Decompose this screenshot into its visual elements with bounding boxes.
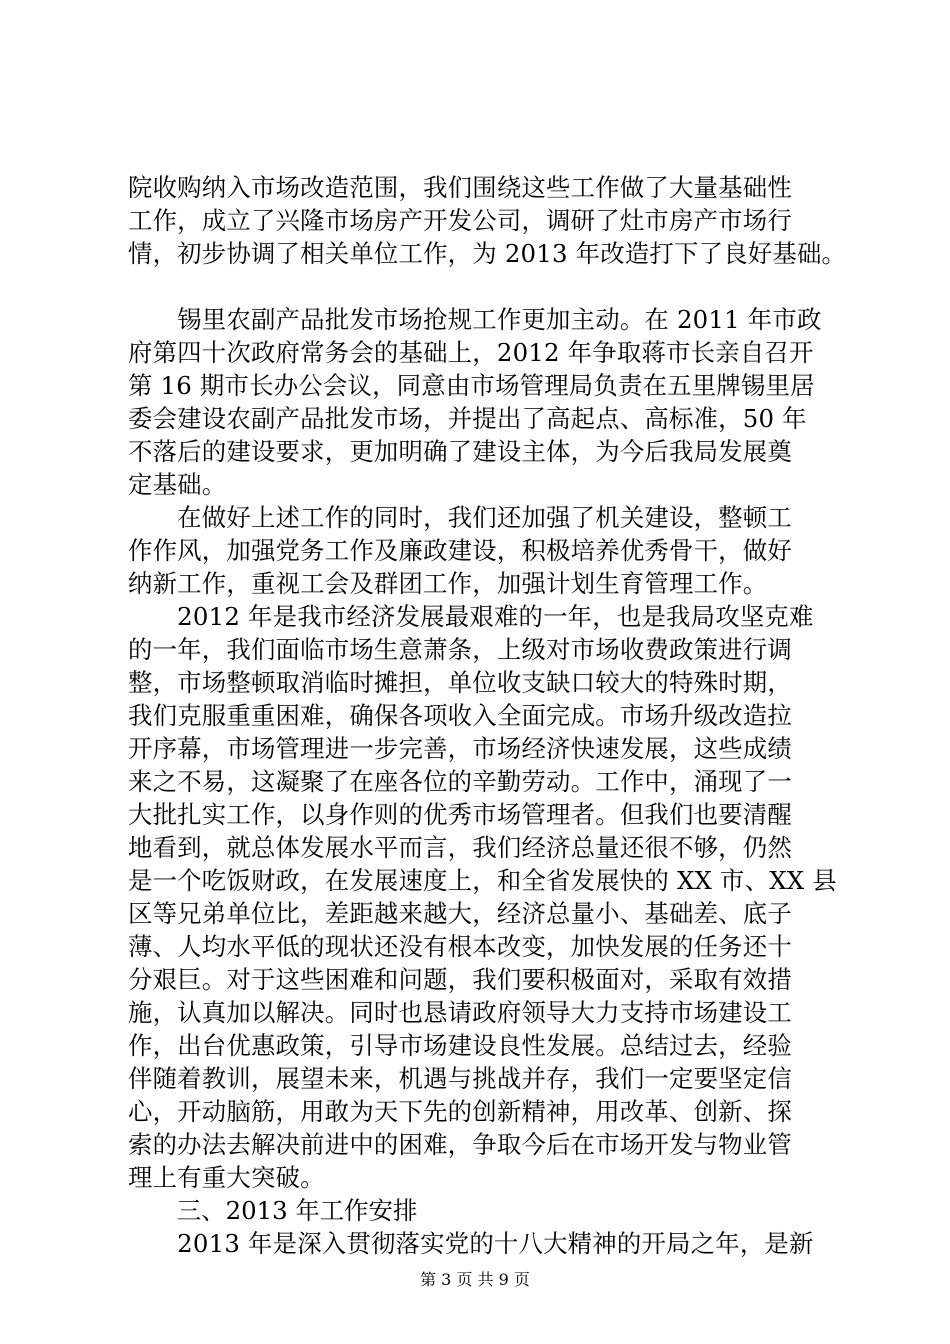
- text-line: 作，出台优惠政策，引导市场建设良性发展。总结过去，经验: [128, 1031, 792, 1060]
- text-line: 开序幕，市场管理进一步完善，市场经济快速发展，这些成绩: [128, 734, 792, 763]
- text-line: 薄、人均水平低的现状还没有根本改变，加快发展的任务还十: [128, 932, 792, 961]
- text-line: 心，开动脑筋，用敢为天下先的创新精神，用改革、创新、探: [128, 1097, 792, 1126]
- text-line: 分艰巨。对于这些困难和问题，我们要积极面对，采取有效措: [128, 965, 792, 994]
- text-line: 2012 年是我市经济发展最艰难的一年，也是我局攻坚克难: [128, 602, 814, 631]
- text-line: 作作风，加强党务工作及廉政建设，积极培养优秀骨干，做好: [128, 536, 792, 565]
- text-line: 院收购纳入市场改造范围，我们围绕这些工作做了大量基础性: [128, 173, 792, 202]
- page-number-footer: 第 3 页 共 9 页: [420, 1270, 530, 1289]
- text-line: 地看到，就总体发展水平而言，我们经济总量还很不够，仍然: [128, 833, 792, 862]
- text-line: 不落后的建设要求，更加明确了建设主体，为今后我局发展奠: [128, 437, 792, 466]
- text-line: 在做好上述工作的同时，我们还加强了机关建设，整顿工: [128, 503, 792, 532]
- text-line: 第 16 期市长办公会议，同意由市场管理局负责在五里牌锡里居: [128, 371, 815, 400]
- text-line: 委会建设农副产品批发市场，并提出了高起点、高标准，50 年: [128, 404, 807, 433]
- text-line: 整，市场整顿取消临时摊担，单位收支缺口较大的特殊时期，: [128, 668, 792, 697]
- text-line: 的一年，我们面临市场生意萧条，上级对市场收费政策进行调: [128, 635, 792, 664]
- text-line: 大批扎实工作，以身作则的优秀市场管理者。但我们也要清醒: [128, 800, 792, 829]
- text-line: 施，认真加以解决。同时也恳请政府领导大力支持市场建设工: [128, 998, 792, 1027]
- paragraph-organization-building: [128, 501, 838, 600]
- text-line: 2013 年是深入贯彻落实党的十八大精神的开局之年，是新: [128, 1229, 814, 1258]
- text-line: 是一个吃饭财政，在发展速度上，和全省发展快的 XX 市、XX 县: [128, 866, 837, 895]
- text-line: 工作，成立了兴隆市场房产开发公司，调研了灶市房产市场行: [128, 206, 792, 235]
- text-line: 伴随着教训，展望未来，机遇与挑战并存，我们一定要坚定信: [128, 1064, 792, 1093]
- text-line: 定基础。: [128, 470, 227, 499]
- document-body: [128, 171, 847, 1260]
- paragraph-xili-wholesale-market: [128, 303, 838, 501]
- text-line: 府第四十次政府常务会的基础上，2012 年争取蒋市长亲自召开: [128, 338, 814, 367]
- section-heading: 三、2013 年工作安排: [128, 1196, 418, 1225]
- text-line: 情，初步协调了相关单位工作，为 2013 年改造打下了良好基础。: [128, 239, 847, 268]
- text-line: 来之不易，这凝聚了在座各位的辛勤劳动。工作中，涌现了一: [128, 767, 792, 796]
- paragraph-market-renovation: [128, 171, 847, 270]
- text-line: 我们克服重重困难，确保各项收入全面完成。市场升级改造拉: [128, 701, 792, 730]
- paragraph-2013-intro: [128, 1227, 838, 1260]
- text-line: 区等兄弟单位比，差距越来越大，经济总量小、基础差、底子: [128, 899, 792, 928]
- text-line: 索的办法去解决前进中的困难，争取今后在市场开发与物业管: [128, 1130, 792, 1159]
- text-line: 锡里农副产品批发市场抢规工作更加主动。在 2011 年市政: [128, 305, 822, 334]
- paragraph-2012-summary: [128, 600, 838, 1194]
- text-line: 纳新工作，重视工会及群团工作，加强计划生育管理工作。: [128, 569, 768, 598]
- text-line: 理上有重大突破。: [128, 1163, 325, 1192]
